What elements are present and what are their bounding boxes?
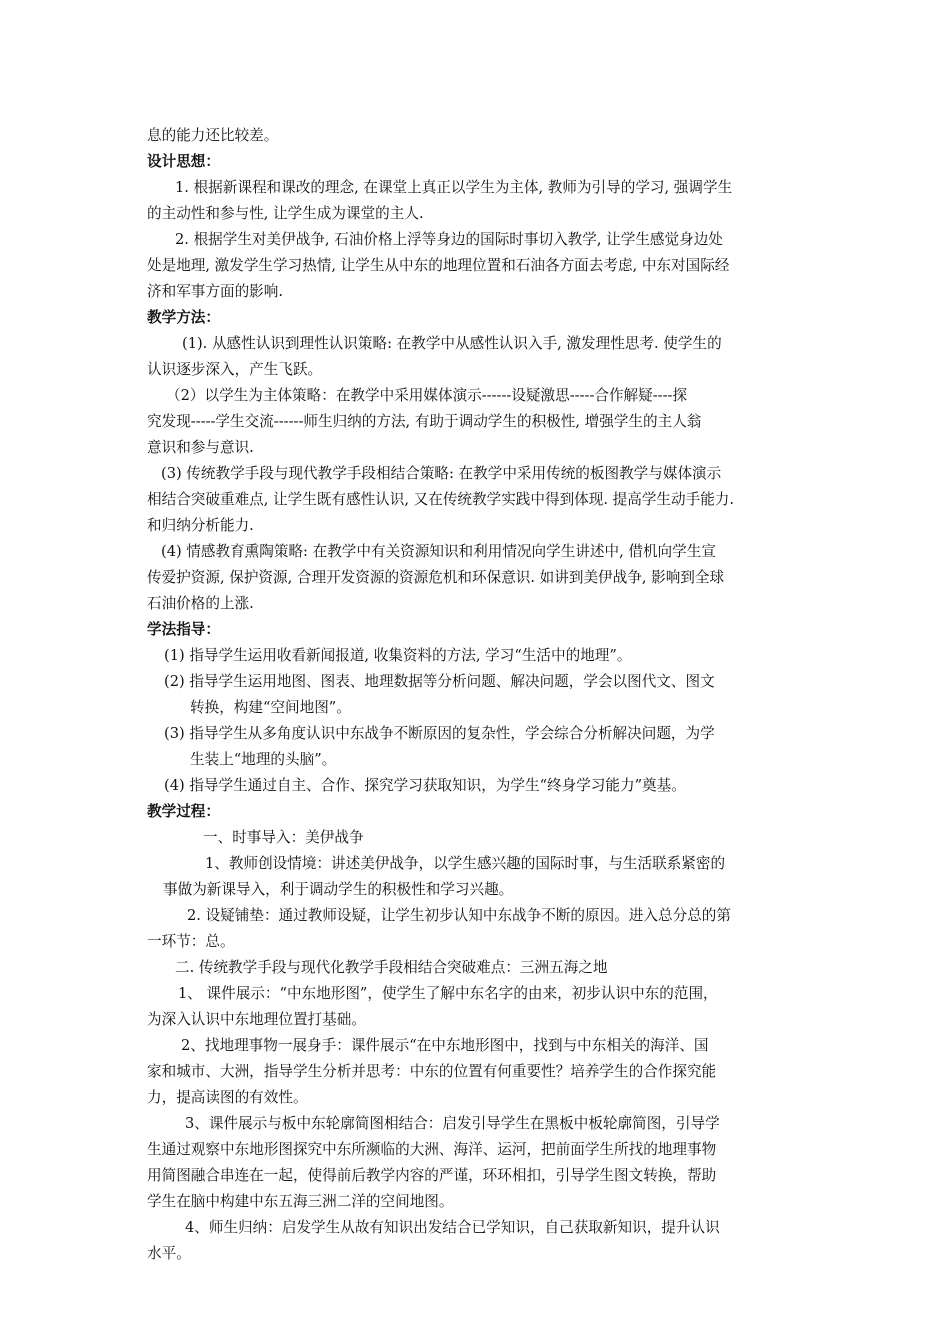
method-item-4: (4) 情感教育熏陶策略: 在教学中有关资源知识和利用情况向学生讲述中, 借机向学生宣 [161,543,716,560]
process-step: 3、课件展示与板中东轮廓简图相结合：启发引导学生在黑板中板轮廓简图，引导学 [185,1115,720,1132]
guidance-item-1: (1) 指导学生运用收看新闻报道, 收集资料的方法, 学习“生活中的地理”。 [164,647,632,664]
design-heading: 设计思想： [147,153,220,170]
process-step: 事做为新课导入，利于调动学生的积极性和学习兴趣。 [163,881,514,898]
method-item-3: 相结合突破重难点, 让学生既有感性认识, 又在传统教学实践中得到体现. 提高学生动手能力. [147,491,735,508]
intro-text: 息的能力还比较差。 [147,127,279,144]
process-step: 1、 课件展示：“中东地形图”，使学生了解中东名字的由来，初步认识中东的范围， [178,985,718,1002]
design-paragraph-2: 2. 根据学生对美伊战争, 石油价格上浮等身边的国际时事切入教学, 让学生感觉身边处 [175,231,723,248]
method-item-1: 认识逐步深入，产生飞跃。 [147,361,323,378]
process-step: 2. 设疑铺垫：通过教师设疑，让学生初步认知中东战争不断的原因。进入总分总的第 [187,907,731,924]
method-item-4: 石油价格的上涨. [147,595,254,612]
process-step: 1、教师创设情境：讲述美伊战争，以学生感兴趣的国际时事，与生活联系紧密的 [205,855,726,872]
method-item-2: （2）以学生为主体策略：在教学中采用媒体演示------设疑激思-----合作解疑----探 [166,387,688,404]
process-step: 学生在脑中构建中东五海三洲二洋的空间地图。 [147,1193,454,1210]
process-step: 水平。 [147,1245,191,1262]
guidance-item-2: 转换，构建“空间地图”。 [190,699,351,716]
process-step: 2、找地理事物一展身手：课件展示“在中东地形图中，找到与中东相关的海洋、国 [181,1037,709,1054]
method-item-1: (1). 从感性认识到理性认识策略: 在教学中从感性认识入手, 激发理性思考. 使学生的 [182,335,722,352]
guidance-item-3: 生装上“地理的头脑”。 [190,751,337,768]
guidance-item-2: (2) 指导学生运用地图、图表、地理数据等分析问题、解决问题，学会以图代文、图文 [164,673,715,690]
process-section-2-title: 二. 传统教学手段与现代化教学手段相结合突破难点：三洲五海之地 [175,959,608,976]
methods-heading: 教学方法： [147,309,220,326]
process-step: 家和城市、大洲，指导学生分析并思考：中东的位置有何重要性？培养学生的合作探究能 [147,1063,717,1080]
method-item-3: (3) 传统教学手段与现代教学手段相结合策略: 在教学中采用传统的板图教学与媒体演示 [161,465,722,482]
guidance-item-3: (3) 指导学生从多角度认识中东战争不断原因的复杂性，学会综合分析解决问题，为学 [164,725,715,742]
method-item-3: 和归纳分析能力. [147,517,254,534]
guidance-heading: 学法指导： [147,621,220,638]
method-item-4: 传爱护资源, 保护资源, 合理开发资源的资源危机和环保意识. 如讲到美伊战争, 影响到全球 [147,569,725,586]
design-paragraph-2: 处是地理, 激发学生学习热情, 让学生从中东的地理位置和石油各方面去考虑, 中东对国际经 [147,257,730,274]
process-step: 用简图融合串连在一起，使得前后教学内容的严谨，环环相扣，引导学生图文转换，帮助 [147,1167,717,1184]
method-item-2: 究发现-----学生交流------师生归纳的方法, 有助于调动学生的积极性, 增强学生的主人翁 [147,413,702,430]
guidance-item-4: (4) 指导学生通过自主、合作、探究学习获取知识，为学生“终身学习能力”奠基。 [164,777,686,794]
process-step: 生通过观察中东地形图探究中东所濒临的大洲、海洋、运河，把前面学生所找的地理事物 [147,1141,717,1158]
design-paragraph-1: 的主动性和参与性, 让学生成为课堂的主人. [147,205,424,222]
process-heading: 教学过程： [147,803,220,820]
process-step: 力，提高读图的有效性。 [147,1089,308,1106]
process-section-1-title: 一、时事导入：美伊战争 [203,829,364,846]
process-step: 4、师生归纳：启发学生从故有知识出发结合已学知识，自己获取新知识，提升认识 [185,1219,720,1236]
design-paragraph-1: 1. 根据新课程和课改的理念, 在课堂上真正以学生为主体, 教师为引导的学习, 强调学生 [175,179,733,196]
method-item-2: 意识和参与意识. [147,439,254,456]
process-step: 一环节：总。 [147,933,235,950]
process-step: 为深入认识中东地理位置打基础。 [147,1011,366,1028]
design-paragraph-2: 济和军事方面的影响. [147,283,283,300]
